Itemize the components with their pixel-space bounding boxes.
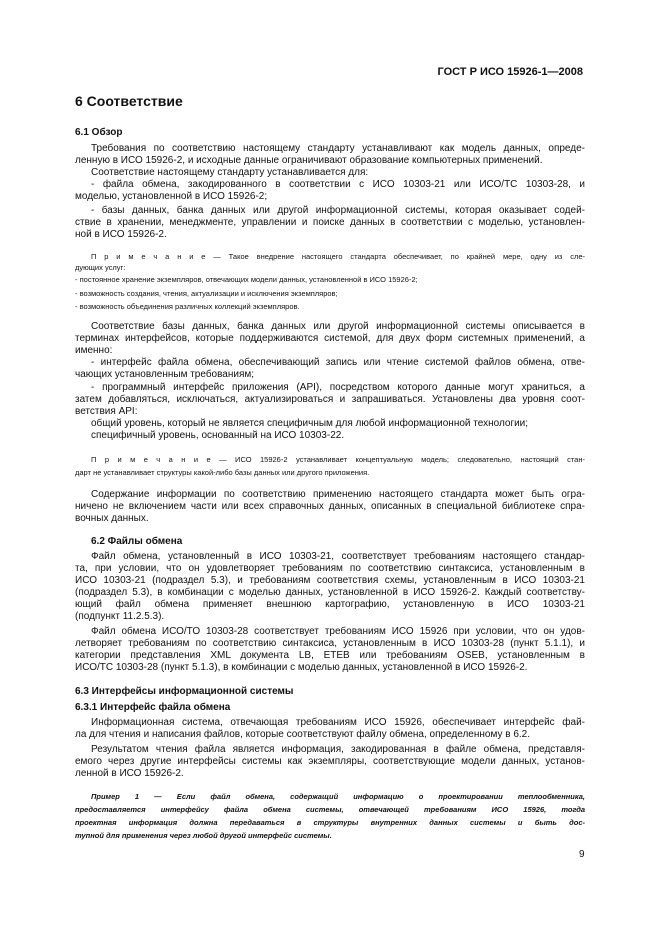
note-line: - возможность объединения различных коллекций экземпляров. bbox=[75, 302, 300, 311]
paragraph-line: Требования по соответствию настоящему стандарту устанавливают как модель данных, опреде- bbox=[91, 143, 585, 154]
paragraph-line: ИСО 10303-21 (подраздел 5.3), и требованиям соответствия схемы, установленным в ИСО 10303-21 bbox=[75, 575, 585, 586]
note-line: - возможность создания, чтения, актуализации и исключения экземпляров; bbox=[75, 289, 338, 298]
example-line: проектная информация должна передаваться в структуры внутренних данных системы и быть дос- bbox=[75, 818, 585, 827]
page-number: 9 bbox=[579, 849, 585, 860]
paragraph-line: ной в ИСО 15926-2. bbox=[75, 229, 167, 240]
paragraph-line: Содержание информации по соответствию применению настоящего стандарта может быть огра- bbox=[91, 489, 585, 500]
paragraph-line: ленной в ИСО 15926-2. bbox=[75, 768, 184, 779]
paragraph-line: ла для чтения и написания файлов, которые соответствуют файлу обмена, определенному в 6.2. bbox=[75, 729, 531, 740]
note-line: П р и м е ч а н и е — ИСО 15926-2 устанавливает концептуальную модель; следовательно, настоящий стан- bbox=[91, 455, 585, 464]
paragraph-line: Файл обмена ИСО/ТО 10303-28 соответствует требованиям ИСО 15926 при условии, что он удов- bbox=[91, 626, 585, 637]
paragraph-line: - программный интерфейс приложения (API), посредством которого данные могут храниться, а bbox=[91, 382, 585, 393]
paragraph-line: ИСО/ТС 10303-28 (пункт 5.1.3), в комбинации с моделью данных, установленной в ИСО 15926-2. bbox=[75, 662, 528, 673]
paragraph-line: летворяет требованиям по соответствию синтаксиса, установленным в ИСО 10303-28 (пункт 5.1.1), и bbox=[75, 638, 585, 649]
section-title: 6 Соответствие bbox=[75, 93, 183, 109]
paragraph-line: затем добавляться, исключаться, актуализироваться и запрашиваться. Установлены два уровня соот- bbox=[75, 394, 585, 405]
example-line: Пример 1 — Если файл обмена, содержащий информацию о проектировании теплообменника, bbox=[91, 792, 585, 801]
note-line: П р и м е ч а н и е — Такое внедрение настоящего стандарта обеспечивает, по крайней мере, одну из сле- bbox=[91, 252, 585, 261]
note-line: дующих услуг: bbox=[75, 263, 126, 272]
paragraph-line: Соответствие базы данных, банка данных или другой информационной системы описывается в bbox=[91, 321, 585, 332]
subsection-6-3-title: 6.3 Интерфейсы информационной системы bbox=[75, 686, 294, 697]
paragraph-line: - интерфейс файла обмена, обеспечивающий запись или чтение системой файлов обмена, отве- bbox=[91, 357, 585, 368]
subsection-6-2-title: 6.2 Файлы обмена bbox=[91, 536, 183, 547]
paragraph-line: емого через другие интерфейсы системы как экземпляры, соответствующие модели данных, установ- bbox=[75, 756, 585, 767]
paragraph-line: Результатом чтения файла является информация, закодированная в файле обмена, представля- bbox=[91, 744, 585, 755]
paragraph-line: ющий файл обмена применяет внешнюю картографию, установленную в ИСО 10303-21 bbox=[75, 599, 585, 610]
paragraph-line: терминах интерфейсов, которые поддерживаются системой, для двух форм системных применений, а bbox=[75, 333, 585, 344]
paragraph-line: общий уровень, который не является специфичным для любой информационной технологии; bbox=[91, 418, 529, 429]
paragraph-line: та, при условии, что он удовлетворяет требованиям по соответствию синтаксиса, установленным в bbox=[75, 563, 585, 574]
paragraph-line: - базы данных, банка данных или другой информационной системы, которая оказывает содей- bbox=[91, 205, 585, 216]
paragraph-line: чающих установленным требованиям; bbox=[75, 369, 255, 380]
paragraph-line: Соответствие настоящему стандарту устанавливается для: bbox=[91, 167, 369, 178]
paragraph-line: ветствия API: bbox=[75, 406, 138, 417]
example-line: предоставляется интерфейсу файла обмена системы, отвечающей требованиям ИСО 15926, тогда bbox=[75, 805, 585, 814]
paragraph-line: Информационная система, отвечающая требованиям ИСО 15926, обеспечивает интерфейс фай- bbox=[91, 717, 585, 728]
paragraph-line: вочных данных. bbox=[75, 513, 149, 524]
subsection-6-1-title: 6.1 Обзор bbox=[75, 127, 123, 138]
paragraph-line: (подпункт 11.2.5.3). bbox=[75, 611, 165, 622]
note-line: дарт не устанавливает структуры какой-либо базы данных или другого приложения. bbox=[75, 468, 370, 477]
paragraph-line: ленную в ИСО 15926-2, и исходные данные ограничивают образование компьютерных применений. bbox=[75, 155, 543, 166]
paragraph-line: - файла обмена, закодированного в соответствии с ИСО 10303-21 или ИСО/ТС 10303-28, и bbox=[91, 179, 585, 190]
paragraph-line: ничено не включением части или всех справочных данных, описанных в специальной библиотеке спра- bbox=[75, 501, 585, 512]
paragraph-line: ствие в хранении, менеджменте, управлении и поиске данных в соответствии с моделью, установлен- bbox=[75, 217, 585, 228]
paragraph-line: моделью, установленной в ИСО 15926-2; bbox=[75, 191, 268, 202]
paragraph-line: специфичный уровень, основанный на ИСО 10303-22. bbox=[91, 430, 345, 441]
document-header: ГОСТ Р ИСО 15926-1—2008 bbox=[437, 66, 583, 78]
paragraph-line: именно: bbox=[75, 345, 113, 356]
example-line: тупной для применения через любой другой интерфейс системы. bbox=[75, 831, 332, 840]
note-line: - постоянное хранение экземпляров, отвечающих модели данных, установленной в ИСО 15926-2; bbox=[75, 275, 418, 284]
paragraph-line: Файл обмена, установленный в ИСО 10303-21, соответствует требованиям настоящего стандар- bbox=[91, 551, 585, 562]
subsection-6-3-1-title: 6.3.1 Интерфейс файла обмена bbox=[75, 702, 231, 713]
paragraph-line: категории представления XML документа LB, ETEB или требованиям OSEB, установленным в bbox=[75, 650, 585, 661]
paragraph-line: (подраздел 5.3), в комбинации с моделью данных, установленной в ИСО 15926-2. Каждый соответству- bbox=[75, 587, 585, 598]
